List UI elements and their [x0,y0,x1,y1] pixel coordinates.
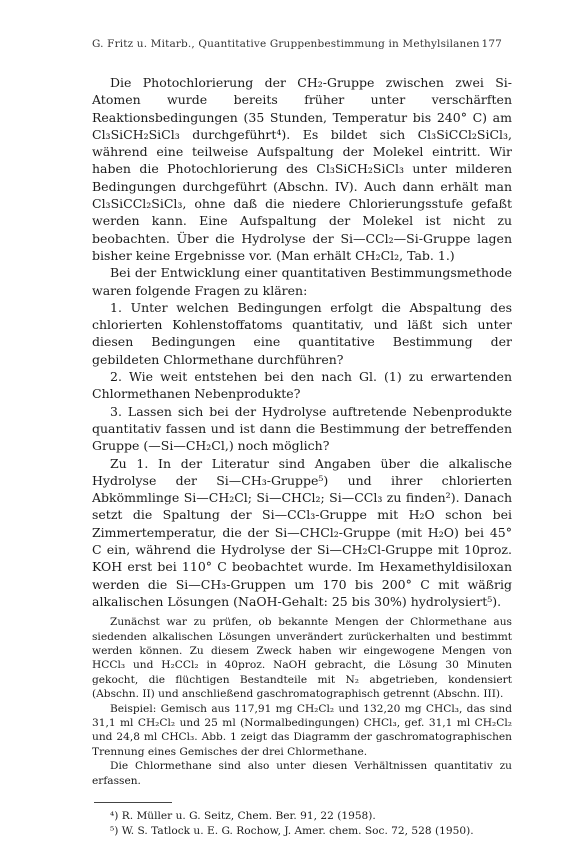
main-text [92,74,512,838]
paragraph: 3. Lassen sich bei der Hydrolyse auftretende Nebenprodukte quantitativ fassen und ist dann die Bestimmung der betreffenden Gruppe (—Si—CH₂Cl,) noch möglich? [92,403,512,454]
paragraph: Die Photochlorierung der CH₂-Gruppe zwischen zwei Si-Atomen wurde bereits früher unter verschärften Reaktionsbedingungen (35 Stunden, Temperatur bis 240° C) am Cl₃SiCH₂SiCl₃ durchgeführt⁴). Es bildet sich Cl₃SiCCl₂SiCl₃, während eine teilweise Aufspaltung der Molekel eintritt. Wir haben die Photochlorierung des Cl₃SiCH₂SiCl₃ unter milderen Bedingungen durchgeführt (Abschn. IV). Auch dann erhält man Cl₃SiCCl₂SiCl₃, ohne daß die niedere Chlorierungsstufe gefaßt werden kann. Eine Aufspaltung der Molekel ist nicht zu beobachten. Über die Hydrolyse der Si—CCl₂—Si-Gruppe lagen bisher keine Ergebnisse vor. (Man erhält CH₂Cl₂, Tab. 1.) [92,75,512,263]
footnote: ⁴) R. Müller u. G. Seitz, Chem. Ber. 91, 22 (1958). [110,810,376,823]
page-number: 177 [481,38,502,50]
footnotes [92,809,512,838]
small-paragraph: Die Chlormethane sind also unter diesen Verhältnissen quantitativ zu erfassen. [92,760,512,787]
paragraph: Zu 1. In der Literatur sind Angaben über die alkalische Hydrolyse der Si—CH₃-Gruppe⁵) und ihrer chlorierten Abkömmlinge Si—CH₂Cl; Si—CHCl₂; Si—CCl₃ zu finden²). Danach setzt die Spaltung der Si—CCl₃-Gruppe mit H₂O schon bei Zimmertemperatur, die der Si—CHCl₂-Gruppe (mit H₂O) bei 45° C ein, während die Hydrolyse der Si—CH₂Cl-Gruppe mit 10proz. KOH erst bei 110° C beobachtet wurde. Im Hexamethyldisiloxan werden die Si—CH₃-Gruppen um 170 bis 200° C mit wäßrig alkalischen Lösungen (NaOH-Gehalt: 25 bis 30%) hydrolysiert⁵). [92,455,512,609]
footnote: ⁵) W. S. Tatlock u. E. G. Rochow, J. Amer. chem. Soc. 72, 528 (1950). [110,824,474,837]
paragraph: 2. Wie weit entstehen bei den nach Gl. (1) zu erwartenden Chlormethanen Nebenprodukte? [92,369,512,402]
small-print-section [92,615,512,788]
paragraph: 1. Unter welchen Bedingungen erfolgt die Abspaltung des chlorierten Kohlenstoffatoms quantitativ, und läßt sich unter diesen Bedingungen eine quantitative Bestimmung der gebildeten Chlormethane durchführen? [92,299,512,367]
small-paragraph: Beispiel: Gemisch aus 117,91 mg CH₂Cl₂ und 132,20 mg CHCl₃, das sind 31,1 ml CH₂Cl₂ und 25 ml (Normalbedingungen) CHCl₃, gef. 31,1 ml CH₂Cl₂ und 24,8 ml CHCl₃. Abb. 1 zeigt das Diagramm der gaschromatographischen Trennung eines Gemisches der drei Chlormethane. [92,702,512,758]
footnote-divider [94,802,172,803]
paragraph: Bei der Entwicklung einer quantitativen Bestimmungsmethode waren folgende Fragen zu klären: [92,265,512,298]
small-paragraph: Zunächst war zu prüfen, ob bekannte Mengen der Chlormethane aus siedenden alkalischen Lösungen unverändert zurückerhalten und bestimmt werden können. Zu diesem Zweck haben wir eingewogene Mengen von HCCl₃ und H₂CCl₂ in 40proz. NaOH gebracht, die Lösung 30 Minuten gekocht, die flüchtigen Bestandteile mit N₂ abgetrieben, kondensiert (Abschn. II) und anschließend gaschromatographisch getrennt (Abschn. III). [92,616,512,701]
running-header [92,38,502,50]
running-title: G. Fritz u. Mitarb., Quantitative Gruppenbestimmung in Methylsilanen [92,38,480,50]
